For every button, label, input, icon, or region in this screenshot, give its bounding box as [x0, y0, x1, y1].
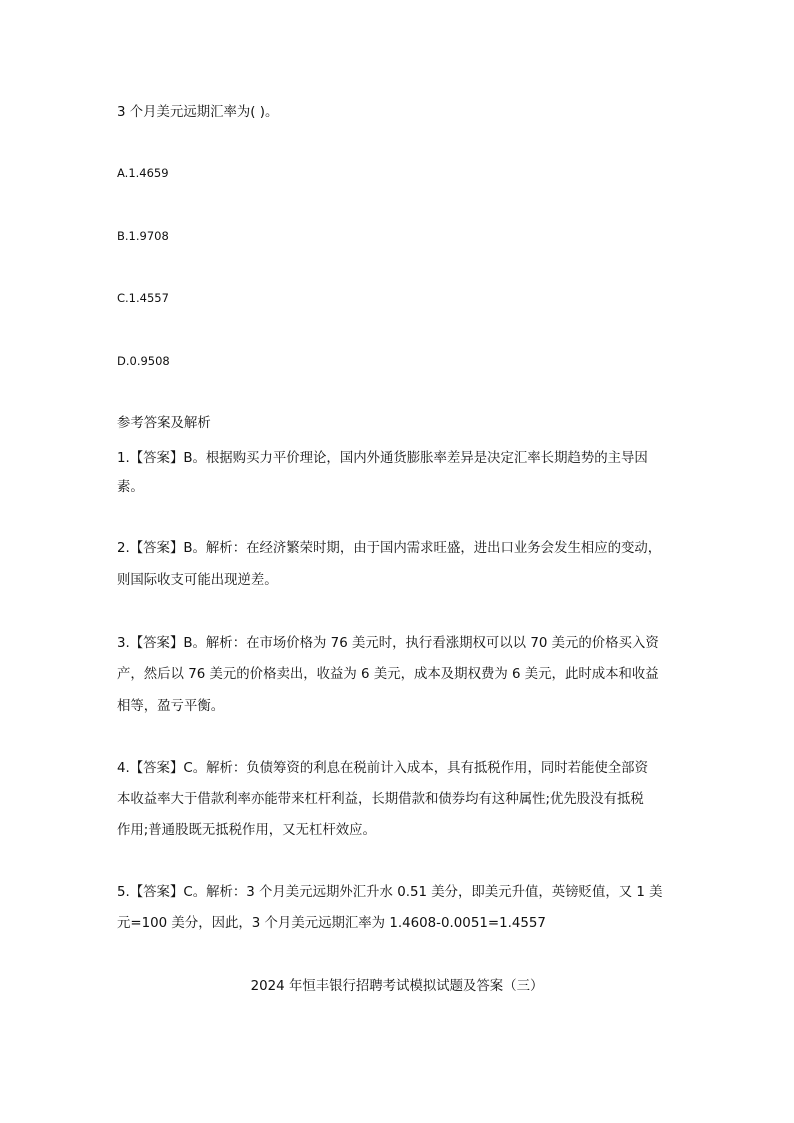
answer-3-line-1: 3.【答案】B。解析：在市场价格为 76 美元时，执行看涨期权可以以 70 美元的价格买入资 [117, 636, 659, 651]
option-a: A.1.4659 [117, 166, 169, 180]
answer-3-line-2: 产，然后以 76 美元的价格卖出，收益为 6 美元，成本及期权费为 6 美元，此时成本和收益 [117, 667, 659, 682]
answer-4-line-2: 本收益率大于借款利率亦能带来杠杆利益，长期借款和债券均有这种属性;优先股没有抵税 [117, 792, 644, 807]
answer-1-line-1: 1.【答案】B。根据购买力平价理论，国内外通货膨胀率差异是决定汇率长期趋势的主导因 [117, 451, 648, 466]
answer-4-line-1: 4.【答案】C。解析：负债筹资的利息在税前计入成本，具有抵税作用，同时若能使全部资 [117, 761, 648, 776]
section-title: 2024 年恒丰银行招聘考试模拟试题及答案（三） [250, 979, 544, 994]
option-c: C.1.4557 [117, 291, 169, 305]
answer-5-line-1: 5.【答案】C。解析：3 个月美元远期外汇升水 0.51 美分，即美元升值，英镑贬值，又 1 美 [117, 885, 663, 900]
option-d: D.0.9508 [117, 354, 170, 368]
answer-4-line-3: 作用;普通股既无抵税作用，又无杠杆效应。 [117, 823, 376, 838]
answer-3-line-3: 相等，盈亏平衡。 [117, 699, 225, 714]
answers-heading: 参考答案及解析 [117, 416, 211, 431]
answer-2-line-1: 2.【答案】B。解析：在经济繁荣时期，由于国内需求旺盛，进出口业务会发生相应的变动， [117, 541, 662, 556]
answer-1-line-2: 素。 [117, 480, 144, 495]
answer-2-line-2: 则国际收支可能出现逆差。 [117, 573, 278, 588]
option-b: B.1.9708 [117, 229, 169, 243]
answer-5-line-2: 元=100 美分，因此，3 个月美元远期汇率为 1.4608-0.0051=1.4557 [117, 916, 546, 931]
question-stem: 3 个月美元远期汇率为( )。 [117, 105, 279, 120]
